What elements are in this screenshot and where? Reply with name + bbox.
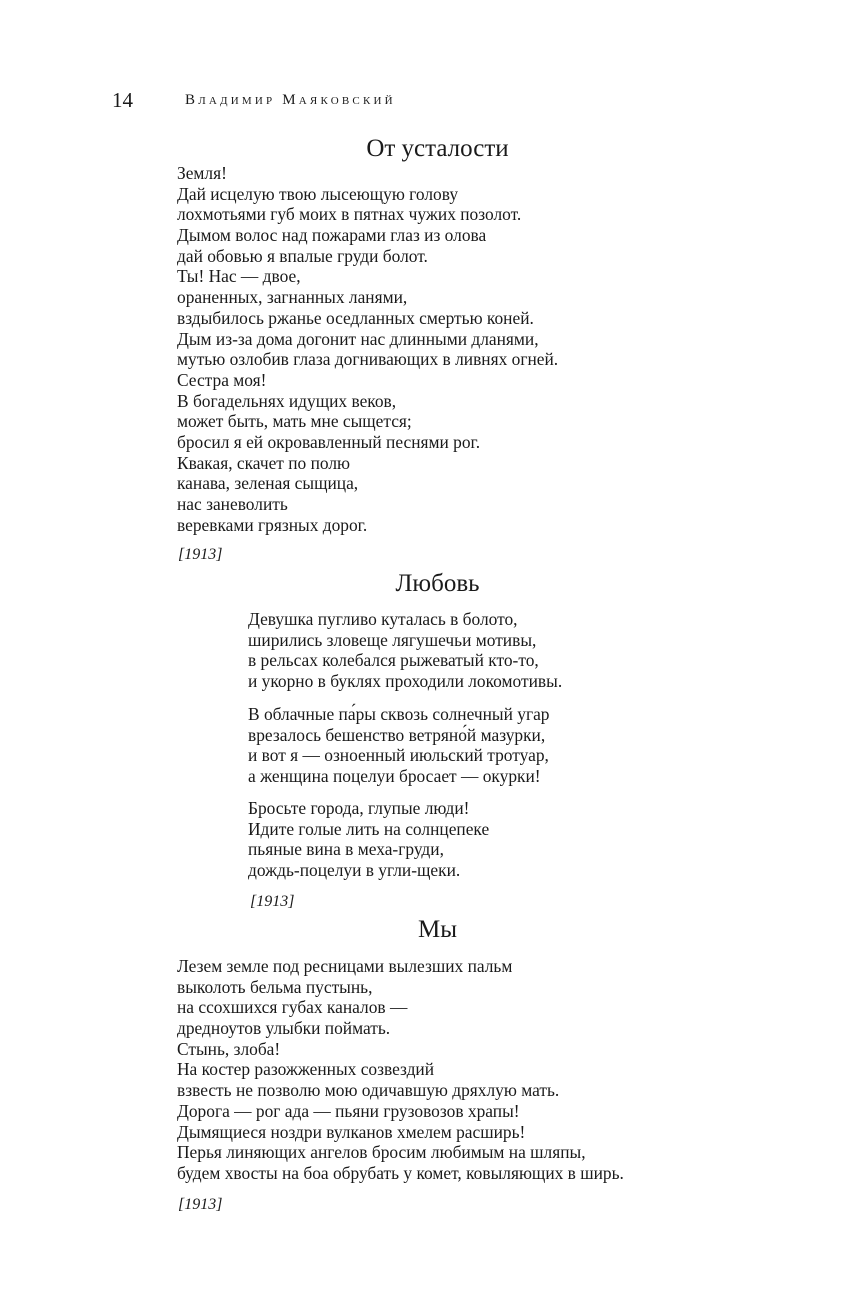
poem-line: мутью озлобив глаза догнивающих в ливнях огней. <box>177 349 559 370</box>
page-header <box>112 88 732 114</box>
poem-line: Дым из-за дома догонит нас длинными дланями, <box>177 328 539 349</box>
poem-line: Лезем земле под ресницами вылезших пальм <box>177 956 513 976</box>
poem-date: [1913] <box>250 893 295 910</box>
poem-line: в рельсах колебался рыжеватый кто-то, <box>248 650 539 671</box>
poem-line: Идите голые лить на солнцепеке <box>248 818 490 839</box>
poem-date: [1913] <box>178 1196 223 1213</box>
poem-line: и вот я — озноенный июльский тротуар, <box>248 745 549 766</box>
poem-line: Дай исцелую твою лысеющую голову <box>177 183 459 204</box>
poem-line: Дымящиеся ноздри вулканов хмелем расширь! <box>177 1121 526 1142</box>
poem-line: Ты! Нас — двое, <box>177 266 301 287</box>
poem-line: Квакая, скачет по полю <box>177 452 351 473</box>
poem-line: вздыбилось ржанье оседланных смертью коней. <box>177 307 534 328</box>
poem-stanza <box>248 609 562 692</box>
poem-line: дредноутов улыбки поймать. <box>177 1018 391 1039</box>
poem-line: бросил я ей окровавленный песнями рог. <box>177 431 481 452</box>
poem-line: Дорога — рог ада — пьяни грузовозов храпы! <box>177 1100 520 1121</box>
poem-line: дай обовью я впалые груди болот. <box>177 245 428 266</box>
poem-line: а женщина поцелуи бросает — окурки! <box>248 766 541 787</box>
poem-line: взвесть не позволю мою одичавшую дряхлую мать. <box>177 1080 560 1101</box>
poem-title-lyubov: Любовь <box>395 570 480 597</box>
poem-line: дождь-поцелуи в угли-щеки. <box>248 860 461 881</box>
poem-line: Стынь, злоба! <box>177 1038 281 1059</box>
poem-line: пьяные вина в меха-груди, <box>248 839 444 860</box>
poem-line: и укорно в буклях проходили локомотивы. <box>248 671 563 692</box>
poem-line: Девушка пугливо куталась в болото, <box>248 609 518 629</box>
poem-line: Дымом волос над пожарами глаз из олова <box>177 225 487 246</box>
poem-line: на ссохшихся губах каналов — <box>177 997 408 1018</box>
poem-line: нас заневолить <box>177 494 288 514</box>
poem-line: выколоть бельма пустынь, <box>177 976 373 997</box>
poem-line: Перья линяющих ангелов бросим любимым на шляпы, <box>177 1142 586 1163</box>
poem-line: лохмотьями губ моих в пятнах чужих позолот. <box>177 204 522 225</box>
poem-line: В богадельнях идущих веков, <box>177 390 397 411</box>
poem-line: канава, зеленая сыщица, <box>177 473 359 494</box>
running-head-author: Владимир Маяковский <box>185 92 396 108</box>
poem-line: Земля! <box>177 163 227 183</box>
poem-title-ot-ustalosti: От усталости <box>366 135 509 162</box>
poem-stanza <box>248 704 550 787</box>
poem-title-my: Мы <box>417 916 458 943</box>
poem-line: Бросьте города, глупые люди! <box>248 798 470 818</box>
poem-line: Сестра моя! <box>177 369 267 390</box>
poem-line: может быть, мать мне сыщется; <box>177 411 412 432</box>
poem-line: ораненных, загнанных ланями, <box>177 287 408 308</box>
poem-line: В облачные па́ры сквозь солнечный угар <box>248 704 550 724</box>
poem-line: будем хвосты на боа обрубать у комет, ковыляющих в ширь. <box>177 1162 624 1183</box>
poem-line: веревками грязных дорог. <box>177 514 368 535</box>
poem-stanza <box>248 798 489 881</box>
poem-line: На костер разожженных созвездий <box>177 1059 435 1080</box>
poem-body-ot-ustalosti <box>177 163 558 535</box>
poem-date: [1913] <box>178 546 223 563</box>
poem-line: ширились зловеще лягушечьи мотивы, <box>248 629 537 650</box>
page-number: 14 <box>112 88 133 112</box>
poem-body-my <box>177 956 624 1184</box>
poem-line: врезалось бешенство ветряно́й мазурки, <box>248 724 546 745</box>
